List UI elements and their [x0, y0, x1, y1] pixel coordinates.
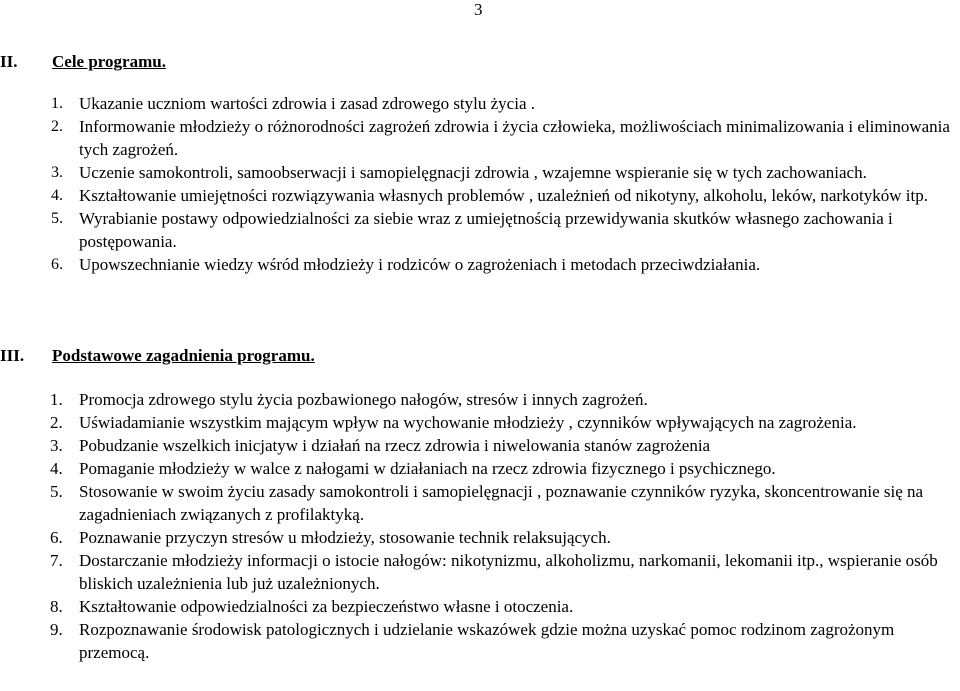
- item-number: 3.: [51, 164, 63, 181]
- item-number: 2.: [51, 118, 63, 135]
- item-number: 2.: [50, 413, 63, 432]
- section-title: Cele programu.: [52, 52, 166, 71]
- item-text: Uświadamianie wszystkim mającym wpływ na wychowanie młodzieży , czynników wpływających na zagrożenia.: [79, 413, 857, 432]
- item-number: 4.: [51, 187, 63, 204]
- list-item: [0, 480, 960, 526]
- goals-list: [0, 92, 960, 276]
- section-numeral: III.: [0, 346, 25, 365]
- item-number: 8.: [50, 597, 63, 616]
- item-text: Informowanie młodzieży o różnorodności zagrożeń zdrowia i życia człowieka, możliwościach minimalizowania i eliminowania tych zagrożeń.: [79, 117, 950, 159]
- list-item: [0, 92, 960, 115]
- list-item: [0, 434, 960, 457]
- item-text: Ukazanie uczniom wartości zdrowia i zasad zdrowego stylu życia .: [79, 94, 535, 113]
- list-item: [0, 549, 960, 595]
- list-item: [0, 411, 960, 434]
- item-number: 5.: [51, 210, 63, 227]
- list-item: [0, 161, 960, 184]
- list-item: [0, 457, 960, 480]
- list-item: [0, 184, 960, 207]
- list-item: [0, 618, 960, 664]
- item-text: Dostarczanie młodzieży informacji o istocie nałogów: nikotynizmu, alkoholizmu, narkomanii, lekomanii itp., wspieranie osób bliskich uzależnienia lub już uzależnionych.: [79, 551, 938, 593]
- topics-list: [0, 388, 960, 664]
- section-numeral: II.: [0, 52, 18, 71]
- item-text: Promocja zdrowego stylu życia pozbawionego nałogów, stresów i innych zagrożeń.: [79, 390, 648, 409]
- item-text: Pobudzanie wszelkich inicjatyw i działań na rzecz zdrowia i niwelowania stanów zagrożenia: [79, 436, 711, 455]
- item-text: Kształtowanie odpowiedzialności za bezpieczeństwo własne i otoczenia.: [79, 597, 574, 616]
- item-number: 4.: [50, 459, 63, 478]
- list-item: [0, 595, 960, 618]
- item-number: 3.: [50, 436, 63, 455]
- page-number: 3: [474, 0, 483, 19]
- item-number: 9.: [50, 620, 63, 639]
- list-item: [0, 207, 960, 253]
- item-text: Uczenie samokontroli, samoobserwacji i samopielęgnacji zdrowia , wzajemne wspieranie się w tych zachowaniach.: [79, 163, 867, 182]
- list-item: [0, 526, 960, 549]
- list-item: [0, 388, 960, 411]
- item-number: 6.: [51, 256, 63, 273]
- item-number: 7.: [50, 551, 63, 570]
- list-item: [0, 253, 960, 276]
- item-text: Wyrabianie postawy odpowiedzialności za siebie wraz z umiejętnością przewidywania skutków własnego zachowania i postępowania.: [79, 209, 893, 251]
- item-text: Pomaganie młodzieży w walce z nałogami w działaniach na rzecz zdrowia fizycznego i psychicznego.: [79, 459, 776, 478]
- item-text: Kształtowanie umiejętności rozwiązywania własnych problemów , uzależnień od nikotyny, alkoholu, leków, narkotyków itp.: [79, 186, 928, 205]
- item-number: 1.: [50, 390, 63, 409]
- section-title: Podstawowe zagadnienia programu.: [52, 346, 315, 365]
- section-heading: [0, 345, 960, 367]
- item-text: Rozpoznawanie środowisk patologicznych i udzielanie wskazówek gdzie można uzyskać pomoc rodzinom zagrożonym przemocą.: [79, 620, 895, 662]
- item-text: Poznawanie przyczyn stresów u młodzieży, stosowanie technik relaksujących.: [79, 528, 611, 547]
- item-number: 6.: [50, 528, 63, 547]
- section-heading: [0, 51, 960, 73]
- item-number: 5.: [50, 482, 63, 501]
- item-text: Upowszechnianie wiedzy wśród młodzieży i rodziców o zagrożeniach i metodach przeciwdziałania.: [79, 255, 761, 274]
- item-text: Stosowanie w swoim życiu zasady samokontroli i samopielęgnacji , poznawanie czynników ryzyka, skoncentrowanie się na zagadnieniach związanych z profilaktyką.: [79, 482, 924, 524]
- item-number: 1.: [51, 95, 63, 112]
- list-item: [0, 115, 960, 161]
